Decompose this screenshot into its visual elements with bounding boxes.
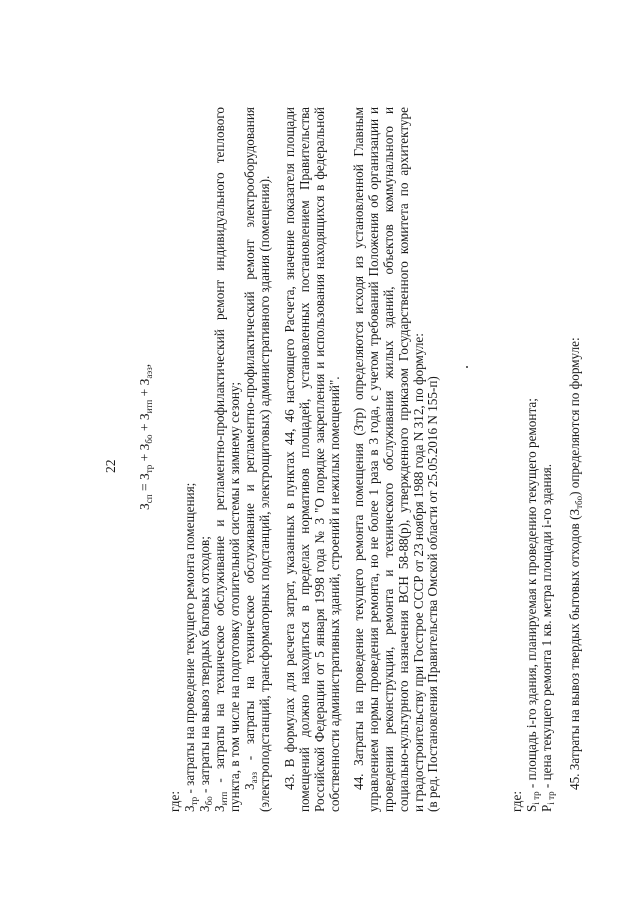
paragraph-line: Российской Федерации от 5 января 1998 года № 3 "О порядке закрепления и использования находящихся в федеральной <box>312 107 327 812</box>
paragraph-line: социально-культурного назначения ВСН 58-88(р), утвержденного приказом Государственного комитета по архитектуре <box>396 107 411 812</box>
paragraph-45: 45. Затраты на вывоз твердых бытовых отходов $(З_{тбо})$ определяются по формуле: <box>567 337 584 790</box>
paragraph-line: и градостроительству при Госстрое СССР от 23 ноября 1988 года N 312, по формуле: <box>411 333 426 812</box>
formula-term-aez: $З_{аэз}$ <box>137 367 154 386</box>
paragraph-line: 44. Затраты на проведение текущего ремонта помещения (Зтр) определяются исходя из установленной Главным <box>351 107 366 790</box>
formula-term-tr: $З_{тр}$ <box>137 464 154 481</box>
paragraph-line: проведении реконструкции, ремонта и технического обслуживания жилых зданий, объектов коммунального и <box>381 107 396 812</box>
definition-continuation: (электроподстанций, трансформаторных подстанций, электрощитовых) административного здания (помещения). <box>257 175 272 812</box>
page-number: 22 <box>103 459 118 473</box>
definition-line: $S_{i тр}$ - площадь i-го здания, планируемая к проведению текущего ремонта; <box>524 398 541 812</box>
paragraph-line: помещений должно находиться в пределах нормативов площадей, установленных постановлением Правительства <box>297 107 312 812</box>
paragraph-line: управлением нормы проведения ремонта, но не более 1 раза в 3 года, с учетом требований Положения об организации и <box>366 107 381 812</box>
paragraph-line: собственности административных зданий, строений и нежилых помещений". <box>327 376 342 812</box>
definition-continuation: пункта, в том числе на подготовку отопительной системы к зимнему сезону; <box>227 381 242 812</box>
paragraph-line: 43. В формулах для расчета затрат, указанных в пунктах 44, 46 настоящего Расчета, значение показателя площади <box>282 107 297 790</box>
definition-line: $З_{бо}$ - затраты на вывоз твердых бытовых отходов; <box>197 536 214 812</box>
formula-term-bo: $З_{бо}$ <box>137 434 154 451</box>
where-label: где: <box>509 791 524 812</box>
definition-line: $P_{i тр}$ - цена текущего ремонта 1 кв. метра площади i-го здания. <box>539 464 556 812</box>
formula-total-cost: $З_{сп} = З_{тр} + З_{бо} + З_{итп} + З_{аэз}$, <box>137 363 154 510</box>
definition-line: $З_{аэз}$ - затраты на техническое обслуживание и регламентно-профилактический ремонт электрооборудования <box>242 107 259 790</box>
paragraph-line: (в ред. Постановления Правительства Омской области от 25.05.2016 N 155-п) <box>425 376 440 812</box>
formula-term-itp: $З_{итп}$ <box>137 399 154 421</box>
formula-lhs: $З_{сп}$ <box>137 494 154 510</box>
definition-line: $З_{тр}$ - затраты на проведение текущего ремонта помещения; <box>182 482 199 812</box>
formula-placeholder-mark <box>466 366 468 368</box>
where-label: где: <box>167 791 182 812</box>
definition-line: $З_{итп}$ - затраты на техническое обслуживание и регламентно-профилактический ремонт индивидуального теплового <box>212 107 229 812</box>
